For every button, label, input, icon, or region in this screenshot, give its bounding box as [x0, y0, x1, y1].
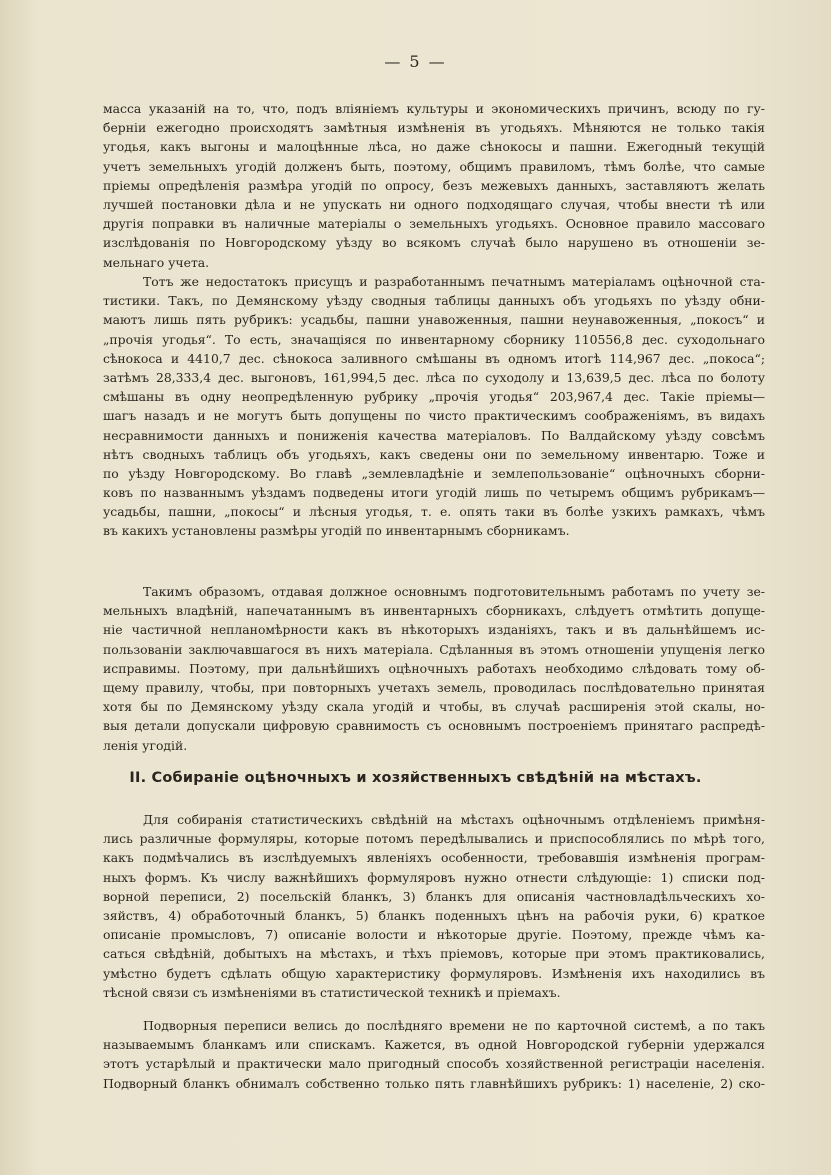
paragraph-5 — [103, 1016, 765, 1093]
text-line: щему правилу, чтобы, при повторныхъ учетахъ земель, проводилась послѣдовательно принятая — [103, 679, 765, 695]
page-number: — 5 — — [384, 52, 447, 71]
text-line: лучшей постановки дѣла и не упускать ни одного подходящаго случая, чтобы внести тѣ или — [103, 196, 765, 212]
text-line: изслѣдованія по Новгородскому уѣзду во всякомъ случаѣ было нарушено въ отношеніи зе- — [103, 235, 765, 251]
text-line: хотя бы по Демянскому уѣзду скала угодій и чтобы, въ случаѣ расширенія этой скалы, но- — [103, 699, 765, 715]
text-line: ніе частичной непланомѣрности какъ въ нѣкоторыхъ изданіяхъ, такъ и въ дальнѣйшемъ ис- — [103, 622, 765, 638]
text-line: учетъ земельныхъ угодій долженъ быть, поэтому, общимъ правиломъ, тѣмъ болѣе, что самые — [103, 158, 765, 174]
text-line: какъ подмѣчались въ изслѣдуемыхъ явленіяхъ особенности, требовавшія измѣненія програм- — [103, 850, 765, 866]
text-line: въ какихъ установлены размѣры угодій по инвентарнымъ сборникамъ. — [103, 523, 570, 539]
paragraph-4 — [103, 810, 765, 1002]
text-line: исправимы. Поэтому, при дальнѣйшихъ оцѣночныхъ работахъ необходимо слѣдовать тому об- — [103, 660, 765, 676]
text-line: Тотъ же недостатокъ присущъ и разработаннымъ печатнымъ матеріаламъ оцѣночной ста- — [143, 274, 765, 289]
text-line: Такимъ образомъ, отдавая должное основнымъ подготовительнымъ работамъ по учету зе- — [143, 584, 765, 599]
paragraph-1 — [103, 99, 765, 272]
text-line: лись различные формуляры, которые потомъ передѣлывались и приспособлялись по мѣрѣ того, — [103, 831, 765, 847]
text-line: Подворныя переписи велись до послѣдняго времени не по карточной системѣ, а по такъ — [143, 1018, 765, 1033]
text-line: сѣнокоса и 4410,7 дес. сѣнокоса заливного смѣшаны въ одномъ итогѣ 114,967 дес. „покоса“; — [103, 350, 765, 366]
text-line: пріемы опредѣленія размѣра угодій по опросу, безъ межевыхъ данныхъ, заставляютъ желать — [103, 177, 765, 193]
text-line: угодья, какъ выгоны и малоцѣнные лѣса, но даже сѣнокосы и пашни. Ежегодный текущій — [103, 139, 765, 155]
text-line: масса указаній на то, что, подъ вліяніемъ культуры и экономическихъ причинъ, всюду по гу- — [103, 101, 765, 116]
text-line: тѣсной связи съ измѣненіями въ статистической техникѣ и пріемахъ. — [103, 984, 561, 1000]
text-line: несравнимости данныхъ и пониженія качества матеріаловъ. По Валдайскому уѣзду совсѣмъ — [103, 427, 765, 443]
text-line: ворной переписи, 2) посельскій бланкъ, 3) бланкъ для описанія частновладѣльческихъ хо- — [103, 888, 765, 904]
text-line: ныхъ формъ. Къ числу важнѣйшихъ формуляровъ нужно отнести слѣдующіе: 1) списки под- — [103, 869, 765, 885]
paragraph-3 — [103, 582, 765, 755]
text-line: усадьбы, пашни, „покосы“ и лѣсныя угодья, т. е. опять таки въ болѣе узкихъ рамкахъ, чѣмъ — [103, 504, 765, 520]
text-line: ленія угодій. — [103, 737, 188, 753]
paragraph-2 — [103, 272, 765, 541]
text-line: зяйствъ, 4) обработочный бланкъ, 5) бланкъ поденныхъ цѣнъ на рабочія руки, 6) краткое — [103, 907, 765, 923]
text-line: нѣтъ сводныхъ таблицъ объ угодьяхъ, какъ сведены они по земельному инвентарю. Тоже и — [103, 446, 765, 462]
text-line: саться свѣдѣній, добытыхъ на мѣстахъ, и тѣхъ пріемовъ, которые при этомъ практиковались, — [103, 946, 765, 962]
text-line: Для собиранія статистическихъ свѣдѣній на мѣстахъ оцѣночнымъ отдѣленіемъ примѣня- — [143, 812, 765, 827]
text-line: пользованіи заключавшагося въ нихъ матеріала. Сдѣланныя въ этомъ отношеніи упущенія легко — [103, 641, 765, 657]
text-line: по уѣзду Новгородскому. Во главѣ „землевладѣніе и землепользованіе“ оцѣночныхъ сборни- — [103, 465, 765, 481]
text-line: „прочія угодья“. То есть, значащіяся по инвентарному сборнику 110556,8 дес. суходольнаго — [103, 331, 765, 347]
text-line: мельныхъ владѣній, напечатаннымъ въ инвентарныхъ сборникахъ, слѣдуетъ отмѣтить допуще- — [103, 603, 765, 619]
text-line: другія поправки въ наличные матеріалы о земельныхъ угодьяхъ. Основное правило массоваго — [103, 216, 765, 232]
text-line: шагъ назадъ и не могутъ быть допущены по чисто практическимъ соображеніямъ, въ видахъ — [103, 408, 765, 424]
text-line: называемымъ бланкамъ или спискамъ. Кажется, въ одной Новгородской губерніи удержался — [103, 1037, 765, 1053]
text-line: берніи ежегодно происходятъ замѣтныя измѣненія въ угодьяхъ. Мѣняются не только такія — [103, 120, 765, 136]
text-line: умѣстно будетъ сдѣлать общую характеристику формуляровъ. Измѣненія ихъ находились въ — [103, 965, 765, 981]
text-line: тистики. Такъ, по Демянскому уѣзду сводныя таблицы данныхъ объ угодьяхъ по уѣзду обни- — [103, 293, 765, 309]
section-heading: II. Собираніе оцѣночныхъ и хозяйственныхъ свѣдѣній на мѣстахъ. — [129, 770, 702, 786]
text-line: ковъ по названнымъ уѣздамъ подведены итоги угодій лишь по четыремъ общимъ рубрикамъ— — [103, 485, 765, 501]
text-line: смѣшаны въ одну неопредѣленную рубрику „прочія угодья“ 203,967,4 дес. Такіе пріемы— — [103, 389, 765, 405]
text-line: Подворный бланкъ обнималъ собственно только пять главнѣйшихъ рубрикъ: 1) населеніе, 2) ско- — [103, 1075, 765, 1091]
text-line: описаніе промысловъ, 7) описаніе волости и нѣкоторые другіе. Поэтому, прежде чѣмъ ка- — [103, 927, 765, 943]
text-line: выя детали допускали цифровую сравнимость съ основнымъ построеніемъ принятаго распредѣ- — [103, 718, 765, 734]
text-line: затѣмъ 28,333,4 дес. выгоновъ, 161,994,5 дес. лѣса по суходолу и 13,639,5 дес. лѣса по болоту — [103, 369, 765, 385]
text-line: маютъ лишь пять рубрикъ: усадьбы, пашни унавоженныя, пашни неунавоженныя, „покосъ“ и — [103, 312, 765, 328]
text-line: мельнаго учета. — [103, 254, 210, 270]
text-line: этотъ устарѣлый и практически мало пригодный способъ хозяйственной регистраціи населенія. — [103, 1056, 765, 1072]
